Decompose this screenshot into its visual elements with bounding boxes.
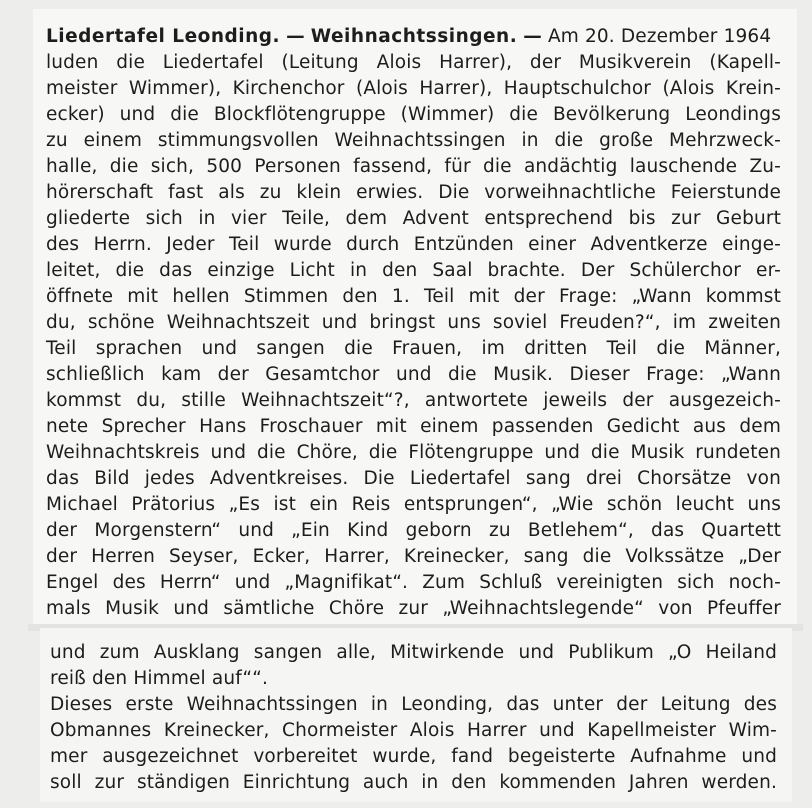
body-text-line: luden die Liedertafel (Leitung Alois Harrer), der Musikverein (Kapell-: [46, 52, 781, 73]
body-text-line: der Morgenstern“ und „Ein Kind geborn zu Betlehem“, das Quartett: [46, 520, 781, 541]
body-text-line: halle, die sich, 500 Personen fassend, für die andächtig lauschende Zu-: [46, 156, 781, 177]
continuation-text-line: und zum Ausklang sangen alle, Mitwirkende und Publikum „O Heiland: [50, 642, 777, 663]
body-text-line: öffnete mit hellen Stimmen den 1. Teil mit der Frage: „Wann kommst: [46, 286, 781, 307]
heading-dash: —: [523, 26, 542, 47]
body-text-line: Am 20. Dezember 1964: [547, 26, 772, 47]
body-text-line: das Bild jedes Adventkreises. Die Liedertafel sang drei Chorsätze von: [46, 468, 781, 489]
body-text-line: zu einem stimmungsvollen Weihnachtssingen in die große Mehrzweck-: [46, 130, 781, 151]
body-text-line: du, schöne Weihnachtszeit und bringst uns soviel Freuden?“, im zweiten: [46, 312, 781, 333]
body-text-line: leitet, die das einzige Licht in den Saal brachte. Der Schülerchor er-: [46, 260, 781, 281]
continuation-text-line: mer ausgezeichnet vorbereitet wurde, fand begeisterte Aufnahme und: [50, 746, 777, 767]
body-text-line: Weihnachtskreis und die Chöre, die Flötengruppe und die Musik rundeten: [46, 442, 781, 463]
body-text-line: kommst du, stille Weihnachtszeit“?, antwortete jeweils der ausgezeich-: [46, 390, 781, 411]
article-heading-line: [46, 24, 781, 50]
body-text-line: der Herren Seyser, Ecker, Harrer, Kreinecker, sang die Volkssätze „Der: [46, 546, 781, 567]
heading-dash: —: [286, 26, 305, 47]
continuation-text-line: Dieses erste Weihnachtssingen in Leonding, das unter der Leitung des: [50, 694, 777, 715]
body-text-line: Michael Prätorius „Es ist ein Reis entsprungen“, „Wie schön leucht uns: [46, 494, 781, 515]
body-text-line: hörerschaft fast als zu klein erwies. Die vorweihnachtliche Feierstunde: [46, 182, 781, 203]
heading-title: Weihnachtssingen.: [310, 26, 518, 47]
heading-place: Liedertafel Leonding.: [46, 26, 281, 47]
body-text-line: des Herrn. Jeder Teil wurde durch Entzünden einer Adventkerze einge-: [46, 234, 781, 255]
continuation-text-line: reiß den Himmel auf““.: [50, 668, 268, 689]
body-text-line: gliederte sich in vier Teile, dem Advent entsprechend bis zur Geburt: [46, 208, 781, 229]
body-text-line: ecker) und die Blockflötengruppe (Wimmer) die Bevölkerung Leondings: [46, 104, 781, 125]
continuation-text-line: Obmannes Kreinecker, Chormeister Alois Harrer und Kapellmeister Wim-: [50, 720, 777, 741]
body-text-line: schließlich kam der Gesamtchor und die Musik. Dieser Frage: „Wann: [46, 364, 781, 385]
body-text-line: Teil sprachen und sangen die Frauen, im dritten Teil die Männer,: [46, 338, 781, 359]
body-text-line: mals Musik und sämtliche Chöre zur „Weihnachtslegende“ von Pfeuffer: [46, 598, 781, 619]
body-text-line: nete Sprecher Hans Froschauer mit einem passenden Gedicht aus dem: [46, 416, 781, 437]
body-text-line: meister Wimmer), Kirchenchor (Alois Harrer), Hauptschulchor (Alois Krein-: [46, 78, 781, 99]
continuation-text-line: soll zur ständigen Einrichtung auch in den kommenden Jahren werden.: [50, 772, 777, 793]
body-text-line: Engel des Herrn“ und „Magnifikat“. Zum Schluß vereinigten sich noch-: [46, 572, 781, 593]
